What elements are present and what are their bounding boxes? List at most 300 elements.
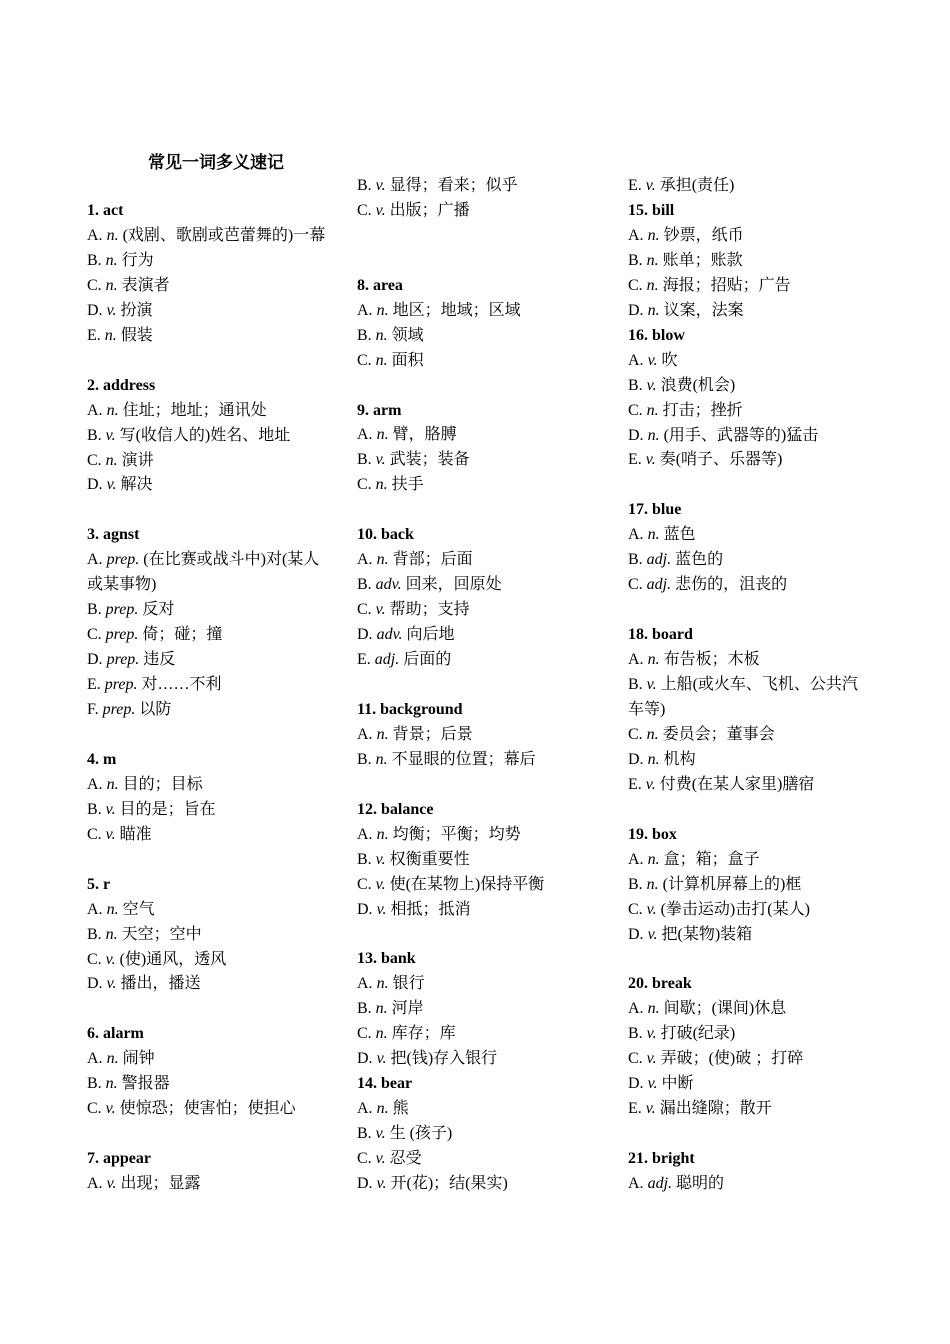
part-of-speech: n. <box>376 825 389 843</box>
sense-line <box>87 1097 327 1122</box>
sense-text: 相抵；抵消 <box>386 900 471 918</box>
sense-letter: C. <box>87 825 102 843</box>
sense-letter: A. <box>87 1050 103 1068</box>
sense-text: 开(花)；结(果实) <box>386 1175 508 1193</box>
part-of-speech: n. <box>646 251 659 269</box>
part-of-speech: n. <box>647 1000 660 1018</box>
word-heading: 21. bright <box>628 1150 695 1168</box>
sense-letter: E. <box>628 1100 642 1118</box>
part-of-speech: n. <box>105 251 118 269</box>
sense-letter: B. <box>357 576 372 594</box>
sense-line <box>357 199 597 224</box>
word-heading: 10. back <box>357 526 414 544</box>
part-of-speech: adj. <box>647 1175 673 1193</box>
word-entry <box>628 1147 873 1197</box>
sense-line <box>357 548 597 573</box>
sense-text: 打破(纪录) <box>656 1025 736 1043</box>
part-of-speech: v. <box>376 900 387 918</box>
part-of-speech: v. <box>105 1100 116 1118</box>
sense-letter: C. <box>628 401 643 419</box>
sense-letter: C. <box>628 276 643 294</box>
part-of-speech: v. <box>375 1150 386 1168</box>
word-entry <box>628 972 873 1122</box>
part-of-speech: n. <box>106 401 119 419</box>
sense-text: 盒；箱；盒子 <box>659 850 760 868</box>
sense-letter: A. <box>357 725 373 743</box>
sense-line <box>87 773 327 798</box>
word-entry <box>357 698 597 773</box>
sense-line <box>628 249 873 274</box>
part-of-speech: prep. <box>106 651 140 669</box>
sense-letter: A. <box>87 900 103 918</box>
sense-line <box>87 798 327 823</box>
sense-letter: A. <box>87 226 103 244</box>
sense-text: 使(在某物上)保持平衡 <box>385 875 545 893</box>
word-heading: 13. bank <box>357 950 416 968</box>
part-of-speech: n. <box>647 750 660 768</box>
sense-line <box>87 898 327 923</box>
sense-text: 表演者 <box>117 276 170 294</box>
sense-line <box>357 1097 597 1122</box>
sense-text: 演讲 <box>117 451 154 469</box>
sense-line <box>357 324 597 349</box>
blank-line <box>357 249 597 274</box>
sense-line <box>628 1047 873 1072</box>
sense-text: 以防 <box>135 701 172 719</box>
sense-letter: A. <box>357 426 373 444</box>
part-of-speech: v. <box>105 825 116 843</box>
sense-letter: C. <box>357 476 372 494</box>
sense-letter: B. <box>357 850 372 868</box>
sense-line <box>628 523 873 548</box>
word-heading: 5. r <box>87 875 111 893</box>
sense-text: 显得；看来；似乎 <box>385 177 518 194</box>
sense-text: 漏出缝隙；散开 <box>655 1100 772 1118</box>
word-entry <box>87 1147 327 1197</box>
sense-letter: A. <box>628 351 644 369</box>
column-1 <box>87 199 327 1197</box>
sense-letter: B. <box>357 1000 372 1018</box>
part-of-speech: v. <box>106 301 117 319</box>
blank-line <box>87 349 327 374</box>
sense-line <box>87 1072 327 1097</box>
sense-text: 均衡；平衡；均势 <box>388 825 521 843</box>
part-of-speech: n. <box>376 725 389 743</box>
sense-line <box>357 174 597 199</box>
part-of-speech: v. <box>645 177 656 194</box>
sense-letter: B. <box>628 376 643 394</box>
part-of-speech: n. <box>105 1075 118 1093</box>
part-of-speech: n. <box>646 725 659 743</box>
page-title: 常见一词多义速记 <box>148 153 284 173</box>
part-of-speech: v. <box>646 1025 657 1043</box>
sense-text: 目的是；旨在 <box>115 800 216 818</box>
part-of-speech: v. <box>105 800 116 818</box>
sense-text: 委员会；董事会 <box>658 725 775 743</box>
part-of-speech: v. <box>645 451 656 469</box>
sense-text: 把(某物)装箱 <box>657 925 753 943</box>
blank-line <box>87 997 327 1022</box>
sense-text: 住址；地址；通讯处 <box>118 401 267 419</box>
column-3 <box>628 174 873 1197</box>
sense-line <box>628 848 873 873</box>
sense-text: 背部；后面 <box>388 551 473 569</box>
sense-letter: A. <box>87 401 103 419</box>
sense-letter: C. <box>357 1150 372 1168</box>
sense-line <box>628 573 873 598</box>
sense-letter: C. <box>628 725 643 743</box>
part-of-speech: n. <box>646 875 659 893</box>
sense-text: 悲伤的，沮丧的 <box>671 576 788 594</box>
part-of-speech: n. <box>647 850 660 868</box>
part-of-speech: n. <box>375 750 388 768</box>
sense-letter: C. <box>87 1100 102 1118</box>
sense-text: 反对 <box>138 601 175 619</box>
word-heading: 16. blow <box>628 326 685 344</box>
sense-letter: A. <box>357 551 373 569</box>
sense-line <box>87 274 327 299</box>
part-of-speech: n. <box>104 326 117 344</box>
part-of-speech: v. <box>376 1175 387 1193</box>
word-heading: 17. blue <box>628 501 682 519</box>
blank-line <box>628 948 873 973</box>
sense-text: 钞票，纸币 <box>659 226 744 244</box>
part-of-speech: adj. <box>646 551 672 569</box>
word-entry <box>87 374 327 499</box>
word-heading: 2. address <box>87 376 156 394</box>
sense-text: 布告板；木板 <box>659 651 760 669</box>
sense-line <box>357 898 597 923</box>
sense-letter: B. <box>87 251 102 269</box>
sense-letter: C. <box>357 351 372 369</box>
sense-text: 承担(责任) <box>655 177 735 194</box>
part-of-speech: v. <box>647 925 658 943</box>
sense-text: 蓝色 <box>659 526 696 544</box>
part-of-speech: n. <box>375 476 388 494</box>
sense-text: 向后地 <box>402 626 455 644</box>
sense-text: (在比赛或战斗中)对(某人或某事物) <box>87 551 320 594</box>
sense-line <box>357 1147 597 1172</box>
sense-line <box>628 1072 873 1097</box>
sense-text: 海报；招贴；广告 <box>658 276 791 294</box>
sense-text: 背景；后景 <box>388 725 473 743</box>
sense-letter: A. <box>628 850 644 868</box>
blank-line <box>628 598 873 623</box>
part-of-speech: n. <box>375 1025 388 1043</box>
sense-text: 把(钱)存入银行 <box>386 1050 498 1068</box>
sense-line <box>87 648 327 673</box>
word-entry <box>357 399 597 499</box>
sense-letter: C. <box>357 201 372 219</box>
sense-line <box>628 673 873 723</box>
sense-line <box>87 299 327 324</box>
word-entry <box>628 199 873 324</box>
sense-line <box>628 1172 873 1197</box>
sense-text: (用手、武器等的)猛击 <box>659 426 819 444</box>
sense-line <box>628 997 873 1022</box>
sense-letter: C. <box>87 451 102 469</box>
sense-line <box>357 723 597 748</box>
part-of-speech: n. <box>105 276 118 294</box>
sense-line <box>87 249 327 274</box>
part-of-speech: n. <box>375 326 388 344</box>
sense-text: 瞄准 <box>115 825 152 843</box>
sense-text: 写(收信人的)姓名、地址 <box>115 426 291 444</box>
part-of-speech: v. <box>375 201 386 219</box>
blank-line <box>357 498 597 523</box>
blank-line <box>357 773 597 798</box>
sense-letter: B. <box>628 551 643 569</box>
sense-text: 面积 <box>387 351 424 369</box>
sense-text: 不显眼的位置；幕后 <box>387 750 536 768</box>
sense-line <box>87 823 327 848</box>
sense-line <box>628 399 873 424</box>
sense-line <box>87 972 327 997</box>
sense-line <box>357 748 597 773</box>
sense-letter: A. <box>628 651 644 669</box>
part-of-speech: prep. <box>105 626 139 644</box>
sense-line <box>357 873 597 898</box>
sense-letter: A. <box>628 1175 644 1193</box>
sense-line <box>628 898 873 923</box>
sense-text: 弄破；(使)破 ；打碎 <box>656 1050 804 1068</box>
sense-letter: A. <box>357 975 373 993</box>
sense-line <box>87 948 327 973</box>
sense-letter: A. <box>357 301 373 319</box>
blank-line <box>357 923 597 948</box>
sense-line <box>357 972 597 997</box>
part-of-speech: prep. <box>102 701 136 719</box>
blank-line <box>628 1122 873 1147</box>
sense-text: 议案，法案 <box>659 301 744 319</box>
word-entry <box>87 748 327 848</box>
sense-line <box>357 299 597 324</box>
sense-letter: D. <box>357 900 373 918</box>
part-of-speech: prep. <box>106 551 140 569</box>
sense-line <box>87 548 327 598</box>
word-heading: 9. arm <box>357 401 402 419</box>
sense-line <box>357 598 597 623</box>
part-of-speech: v. <box>647 1075 658 1093</box>
sense-line <box>87 623 327 648</box>
sense-line <box>357 1047 597 1072</box>
sense-line <box>628 648 873 673</box>
sense-text: 播出，播送 <box>116 975 201 993</box>
sense-letter: B. <box>87 601 102 619</box>
blank-line <box>357 224 597 249</box>
sense-letter: C. <box>357 1025 372 1043</box>
sense-line <box>628 224 873 249</box>
part-of-speech: v. <box>645 775 656 793</box>
sense-line <box>87 424 327 449</box>
part-of-speech: n. <box>647 651 660 669</box>
sense-text: 生 (孩子) <box>385 1125 453 1143</box>
word-entry <box>87 873 327 998</box>
word-entry <box>628 498 873 598</box>
sense-text: 机构 <box>659 750 696 768</box>
sense-text: 间歇；(课间)休息 <box>659 1000 787 1018</box>
part-of-speech: v. <box>375 601 386 619</box>
sense-letter: B. <box>87 1075 102 1093</box>
word-heading: 7. appear <box>87 1150 151 1168</box>
sense-text: (戏剧、歌剧或芭蕾舞的)一幕 <box>118 226 326 244</box>
sense-line <box>87 224 327 249</box>
sense-letter: A. <box>357 1100 373 1118</box>
sense-letter: E. <box>628 775 642 793</box>
sense-letter: D. <box>628 301 644 319</box>
word-entry <box>357 523 597 673</box>
part-of-speech: adv. <box>376 626 403 644</box>
part-of-speech: n. <box>376 551 389 569</box>
part-of-speech: v. <box>375 875 386 893</box>
word-heading: 15. bill <box>628 201 675 219</box>
sense-text: 出版；广播 <box>385 201 470 219</box>
sense-text: 账单；账款 <box>658 251 743 269</box>
word-heading: 20. break <box>628 975 692 993</box>
blank-line <box>628 798 873 823</box>
sense-letter: E. <box>87 326 101 344</box>
sense-letter: F. <box>87 701 99 719</box>
sense-line <box>357 1122 597 1147</box>
sense-line <box>628 548 873 573</box>
blank-line <box>87 498 327 523</box>
sense-text: 闹钟 <box>118 1050 155 1068</box>
word-entry <box>628 623 873 798</box>
sense-text: 扮演 <box>116 301 153 319</box>
blank-line <box>357 374 597 399</box>
part-of-speech: v. <box>646 1050 657 1068</box>
sense-letter: B. <box>628 251 643 269</box>
word-heading: 8. area <box>357 276 403 294</box>
word-heading: 4. m <box>87 750 117 768</box>
part-of-speech: adv. <box>375 576 402 594</box>
part-of-speech: v. <box>106 975 117 993</box>
part-of-speech: adj. <box>374 651 400 669</box>
sense-text: 聪明的 <box>672 1175 725 1193</box>
sense-text: 上船(或火车、飞机、公共汽车等) <box>628 676 858 718</box>
sense-letter: B. <box>357 750 372 768</box>
sense-text: 熊 <box>388 1100 409 1118</box>
sense-letter: A. <box>357 825 373 843</box>
sense-text: 天空；空中 <box>117 925 202 943</box>
sense-letter: C. <box>87 276 102 294</box>
sense-text: 倚；碰；撞 <box>138 626 223 644</box>
sense-text: 权衡重要性 <box>385 850 470 868</box>
sense-text: 违反 <box>139 651 176 669</box>
sense-text: 扶手 <box>387 476 424 494</box>
part-of-speech: n. <box>647 526 660 544</box>
word-entry <box>357 947 597 1072</box>
sense-letter: B. <box>357 326 372 344</box>
part-of-speech: n. <box>105 451 118 469</box>
sense-letter: D. <box>628 925 644 943</box>
sense-letter: D. <box>357 1175 373 1193</box>
sense-line <box>628 1022 873 1047</box>
sense-text: 假装 <box>116 326 153 344</box>
sense-letter: B. <box>628 676 643 694</box>
sense-letter: A. <box>87 1175 103 1193</box>
part-of-speech: v. <box>645 1100 656 1118</box>
word-entry <box>357 798 597 923</box>
sense-line <box>357 1022 597 1047</box>
part-of-speech: v. <box>646 376 657 394</box>
sense-line <box>628 274 873 299</box>
part-of-speech: v. <box>106 1175 117 1193</box>
sense-letter: D. <box>357 1050 373 1068</box>
sense-line <box>87 449 327 474</box>
sense-line <box>628 1097 873 1122</box>
sense-letter: B. <box>87 925 102 943</box>
part-of-speech: n. <box>647 301 660 319</box>
part-of-speech: n. <box>376 1100 389 1118</box>
sense-letter: B. <box>628 875 643 893</box>
sense-text: 奏(哨子、乐器等) <box>655 451 783 469</box>
sense-line <box>357 473 597 498</box>
part-of-speech: n. <box>376 975 389 993</box>
sense-line <box>87 1047 327 1072</box>
sense-line <box>87 673 327 698</box>
sense-letter: E. <box>628 451 642 469</box>
sense-text: 付费(在某人家里)膳宿 <box>655 775 815 793</box>
sense-text: 库存；库 <box>387 1025 456 1043</box>
word-entry <box>628 324 873 474</box>
sense-line <box>357 848 597 873</box>
word-heading: 6. alarm <box>87 1025 144 1043</box>
sense-text: 后面的 <box>399 651 452 669</box>
sense-text: 地区；地域；区域 <box>388 301 521 319</box>
sense-letter: A. <box>628 1000 644 1018</box>
sense-text: 忍受 <box>385 1150 422 1168</box>
word-heading: 18. board <box>628 626 693 644</box>
part-of-speech: v. <box>375 177 386 194</box>
sense-letter: E. <box>628 177 642 194</box>
word-entry <box>357 274 597 374</box>
word-heading: 12. balance <box>357 800 434 818</box>
part-of-speech: v. <box>646 900 657 918</box>
part-of-speech: n. <box>106 775 119 793</box>
word-entry <box>628 823 873 948</box>
blank-line <box>628 473 873 498</box>
sense-letter: A. <box>628 526 644 544</box>
part-of-speech: v. <box>375 451 386 469</box>
sense-line <box>87 698 327 723</box>
sense-letter: C. <box>87 626 102 644</box>
sense-line <box>357 349 597 374</box>
word-heading: 1. act <box>87 202 124 219</box>
part-of-speech: n. <box>376 426 389 444</box>
part-of-speech: n. <box>105 925 118 943</box>
sense-line <box>628 299 873 324</box>
sense-text: 对……不利 <box>137 676 222 694</box>
sense-text: 银行 <box>388 975 425 993</box>
sense-letter: D. <box>357 626 373 644</box>
part-of-speech: n. <box>647 226 660 244</box>
sense-line <box>628 873 873 898</box>
sense-text: 行为 <box>117 251 154 269</box>
part-of-speech: n. <box>646 401 659 419</box>
word-entry <box>357 1072 597 1197</box>
sense-letter: E. <box>357 651 371 669</box>
sense-letter: D. <box>87 301 103 319</box>
sense-letter: B. <box>357 451 372 469</box>
sense-letter: B. <box>87 426 102 444</box>
sense-line <box>628 748 873 773</box>
part-of-speech: v. <box>646 676 657 694</box>
sense-line <box>87 399 327 424</box>
part-of-speech: n. <box>106 900 119 918</box>
sense-text: (计算机屏幕上的)框 <box>658 875 802 893</box>
sense-text: (使)通风，透风 <box>115 950 227 968</box>
